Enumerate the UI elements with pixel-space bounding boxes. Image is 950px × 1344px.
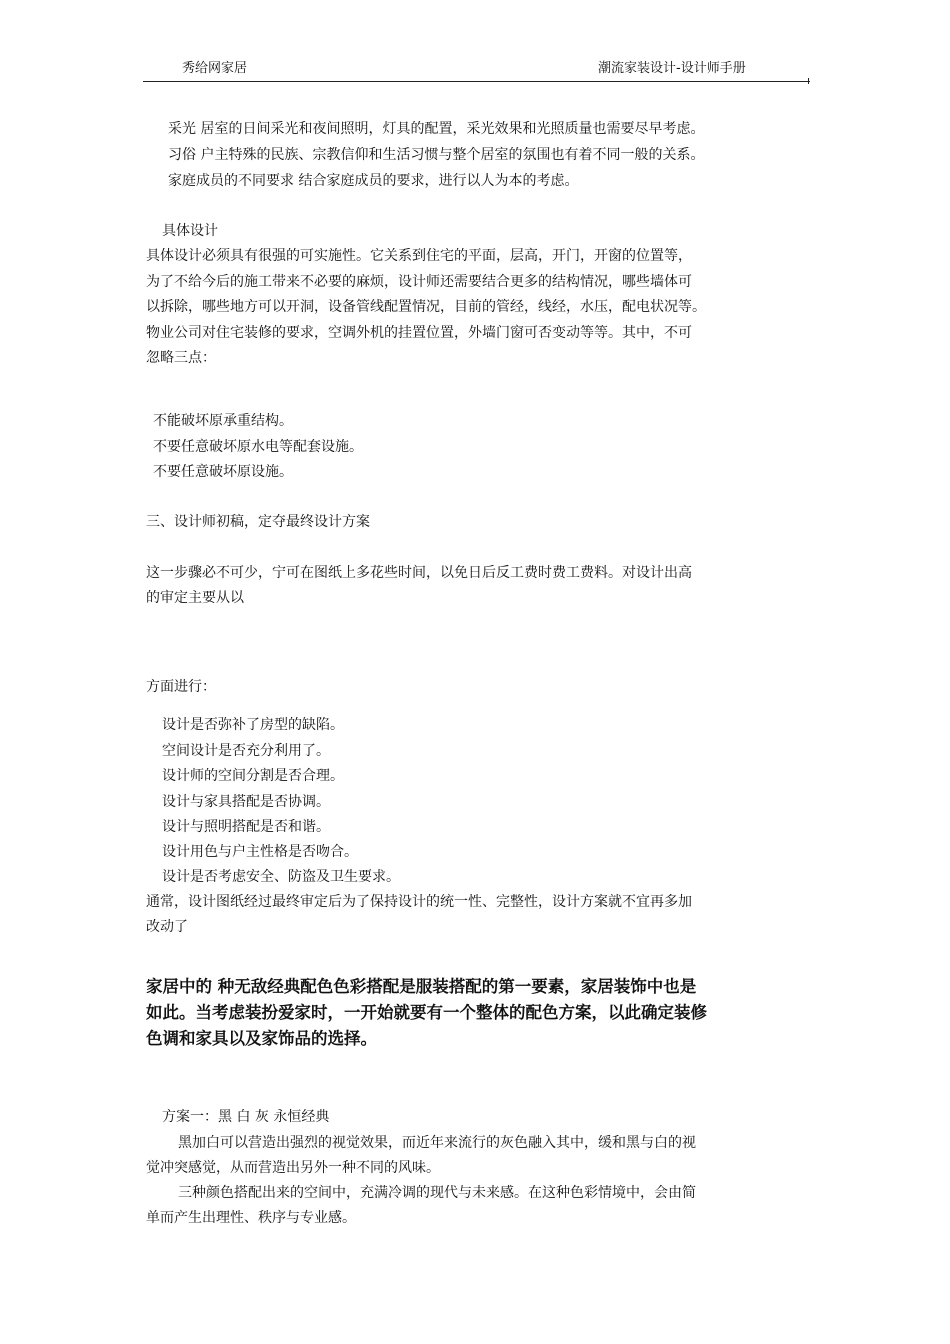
header-site-name: 秀给网家居 [182, 61, 248, 76]
scheme1-line: 黑加白可以营造出强烈的视觉效果，而近年来流行的灰色融入其中，缓和黑与白的视 [178, 1135, 696, 1151]
scheme1-line: 三种颜色搭配出来的空间中，充满冷调的现代与未来感。在这种色彩情境中，会由简 [178, 1185, 696, 1201]
review-check-item: 设计是否考虑安全、防盗及卫生要求。 [162, 869, 400, 885]
scheme1-line: 单而产生出理性、秩序与专业感。 [146, 1210, 356, 1226]
color-intro-line: 如此。当考虑装扮爱家时，一开始就要有一个整体的配色方案，以此确定装修 [146, 1003, 707, 1022]
header-rule-tick [808, 78, 809, 84]
section3-closing-line: 通常，设计图纸经过最终审定后为了保持设计的统一性、完整性，设计方案就不宜再多加 [146, 894, 692, 910]
color-intro-line: 色调和家具以及家饰品的选择。 [146, 1029, 377, 1048]
header-doc-title: 潮流家装设计-设计师手册 [598, 61, 746, 76]
consideration-lighting: 采光 居室的日间采光和夜间照明，灯具的配置，采光效果和光照质量也需要尽早考虑。 [168, 121, 705, 137]
specific-design-line: 物业公司对住宅装修的要求，空调外机的挂置位置，外墙门窗可否变动等等。其中，不可 [146, 325, 692, 341]
review-check-item: 设计与照明搭配是否和谐。 [162, 819, 330, 835]
consideration-customs: 习俗 户主特殊的民族、宗教信仰和生活习惯与整个居室的氛围也有着不同一般的关系。 [168, 147, 705, 163]
scheme1-title: 方案一：黑 白 灰 永恒经典 [162, 1109, 330, 1125]
constraint-item: 不要任意破坏原设施。 [153, 464, 293, 480]
specific-design-line: 忽略三点： [146, 350, 216, 366]
review-check-item: 设计用色与户主性格是否吻合。 [162, 844, 358, 860]
color-intro-line: 家居中的 种无敌经典配色色彩搭配是服装搭配的第一要素，家居装饰中也是 [146, 977, 697, 996]
section3-line: 这一步骤必不可少，宁可在图纸上多花些时间，以免日后反工费时费工费料。对设计出高 [146, 565, 692, 581]
constraint-item: 不要任意破坏原水电等配套设施。 [153, 439, 363, 455]
consideration-family: 家庭成员的不同要求 结合家庭成员的要求，进行以人为本的考虑。 [168, 173, 579, 189]
section3-line: 的审定主要从以 [146, 590, 244, 606]
review-check-item: 空间设计是否充分利用了。 [162, 743, 330, 759]
section3-closing-line: 改动了 [146, 919, 188, 935]
review-check-item: 设计与家具搭配是否协调。 [162, 794, 330, 810]
review-check-item: 设计师的空间分割是否合理。 [162, 768, 344, 784]
section3-continuation: 方面进行： [146, 679, 216, 695]
header-rule [143, 81, 810, 82]
specific-design-heading: 具体设计 [162, 223, 218, 239]
review-check-item: 设计是否弥补了房型的缺陷。 [162, 717, 344, 733]
scheme1-line: 觉冲突感觉，从而营造出另外一种不同的风味。 [146, 1160, 440, 1176]
section3-heading: 三、设计师初稿，定夺最终设计方案 [146, 514, 370, 530]
constraint-item: 不能破坏原承重结构。 [153, 413, 293, 429]
specific-design-line: 以拆除，哪些地方可以开洞，设备管线配置情况，目前的管经，线经，水压，配电状况等。 [146, 299, 706, 315]
specific-design-line: 为了不给今后的施工带来不必要的麻烦，设计师还需要结合更多的结构情况，哪些墙体可 [146, 274, 692, 290]
specific-design-line: 具体设计必须具有很强的可实施性。它关系到住宅的平面，层高，开门，开窗的位置等， [146, 248, 692, 264]
